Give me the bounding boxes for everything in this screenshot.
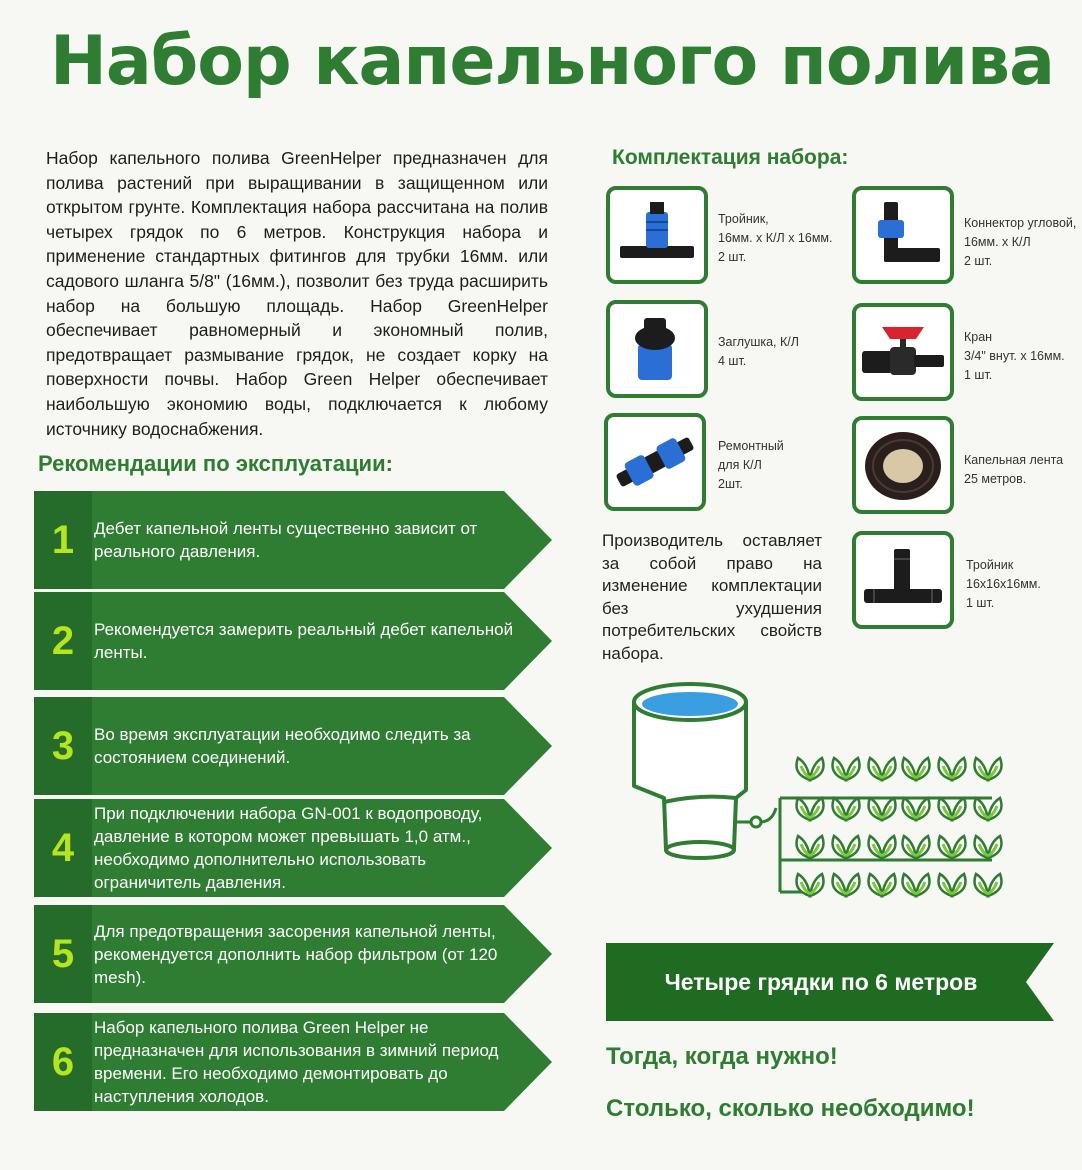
recommendation-item	[34, 799, 554, 897]
recommendation-item	[34, 1013, 554, 1111]
recommendation-item	[34, 491, 554, 589]
plant-icon	[975, 836, 1002, 858]
plant-icon	[939, 836, 966, 858]
kit-item-repair	[604, 413, 706, 511]
plant-icon	[975, 874, 1002, 896]
plant-icon	[869, 758, 896, 780]
plant-icon	[833, 758, 860, 780]
plant-icon	[975, 798, 1002, 820]
tee-black-icon	[856, 535, 950, 625]
repair-coupling-icon	[608, 417, 702, 507]
plant-icon	[903, 836, 930, 858]
kit-label-plug: Заглушка, К/Л 4 шт.	[718, 335, 799, 368]
kit-label-tee-black: Тройник 16х16х16мм. 1 шт.	[966, 558, 1041, 610]
plant-icon	[975, 758, 1002, 780]
plant-icon	[869, 836, 896, 858]
recommendation-item	[34, 697, 554, 795]
manufacturer-note: Производитель оставляет за собой право на изменение комплектации без ухудшения потребительских свойств набора.	[602, 531, 822, 663]
recommendation-number: 4	[51, 825, 75, 870]
plant-rows	[797, 758, 1002, 896]
plant-icon	[797, 836, 824, 858]
page-title: Набор капельного полива	[50, 22, 1054, 101]
slogan-when: Тогда, когда нужно!	[606, 1043, 838, 1070]
tee-blue-icon	[610, 190, 704, 280]
recommendation-text: Во время эксплуатации необходимо следить за состоянием соединений.	[94, 725, 471, 767]
plant-icon	[939, 874, 966, 896]
plant-icon	[833, 874, 860, 896]
plant-icon	[869, 874, 896, 896]
plant-icon	[939, 758, 966, 780]
kit-item-valve	[852, 303, 954, 401]
kit-item-tee-black	[852, 531, 954, 629]
kit-label-drip-tape: Капельная лента 25 метров.	[964, 453, 1064, 486]
plant-icon	[869, 798, 896, 820]
plant-icon	[797, 798, 824, 820]
recommendation-number: 2	[51, 618, 75, 663]
recommendation-number: 3	[51, 723, 75, 768]
recommendation-text: Набор капельного полива Green Helper не предназначен для использования в зимний период времени. Его необходимо демонтировать до наступления холодов.	[94, 1018, 499, 1106]
recommendation-item	[34, 905, 554, 1003]
plant-icon	[939, 798, 966, 820]
kit-label-tee-blue: Тройник, 16мм. х К/Л х 16мм. 2 шт.	[718, 212, 833, 264]
recommendation-item	[34, 592, 554, 690]
recommendation-text: Дебет капельной ленты существенно зависит от реального давления.	[94, 519, 478, 561]
kit-label-elbow: Коннектор угловой, 16мм. х К/Л 2 шт.	[964, 216, 1077, 268]
irrigation-diagram	[610, 670, 1040, 920]
plant-icon	[903, 798, 930, 820]
plug-cap-icon	[610, 304, 704, 394]
elbow-connector-icon	[856, 190, 950, 280]
plant-icon	[903, 874, 930, 896]
recommendation-text: Для предотвращения засорения капельной ленты, рекомендуется дополнить набор фильтром (от 120 mesh).	[94, 921, 498, 987]
plant-icon	[903, 758, 930, 780]
kit-item-plug	[606, 300, 708, 398]
drip-tape-roll-icon	[856, 420, 950, 510]
water-tank-icon	[634, 684, 746, 858]
kit-item-elbow	[852, 186, 954, 284]
recommendations-heading: Рекомендации по эксплуатации:	[38, 451, 393, 476]
intro-paragraph: Набор капельного полива GreenHelper предназначен для полива растений при выращивании в защищенном или открытом грунте. Комплектация набора рассчитана на полив четырех грядок по 6 метров. Конструкция набора и применение стандартных фитингов для трубки 16мм. или садового шланга 5/8" (16мм.), позволит без труда расширить набор на большую площадь. Набор GreenHelper обеспечивает равномерный и экономный полив, предотвращает размывание грядок, не создает корку на поверхности почвы. Набор Green Helper обеспечивает наибольшую экономию воды, подключается к любому источнику водоснабжения.	[46, 148, 548, 439]
recommendation-number: 6	[51, 1039, 75, 1084]
kit-label-repair: Ремонтный для К/Л 2шт.	[718, 439, 784, 491]
slogan-how-much: Столько, сколько необходимо!	[606, 1095, 975, 1122]
plant-icon	[833, 836, 860, 858]
recommendation-number: 5	[51, 931, 75, 976]
kit-item-drip-tape	[852, 416, 954, 514]
recommendation-text: Рекомендуется замерить реальный дебет капельной ленты.	[94, 620, 514, 662]
valve-icon	[856, 307, 950, 397]
kit-heading: Комплектация набора:	[612, 146, 849, 169]
kit-label-valve: Кран 3/4" внут. х 16мм. 1 шт.	[964, 330, 1065, 382]
plant-icon	[833, 798, 860, 820]
recommendation-text: При подключении набора GN-001 к водопроводу, давление в котором может превышать 1,0 атм., необходимо дополнительно использовать ограничитель давления.	[94, 804, 483, 892]
plant-icon	[797, 758, 824, 780]
kit-item-tee-blue	[606, 186, 708, 284]
beds-banner	[606, 943, 1056, 1021]
recommendation-number: 1	[51, 517, 75, 562]
banner-text: Четыре грядки по 6 метров	[664, 968, 978, 995]
